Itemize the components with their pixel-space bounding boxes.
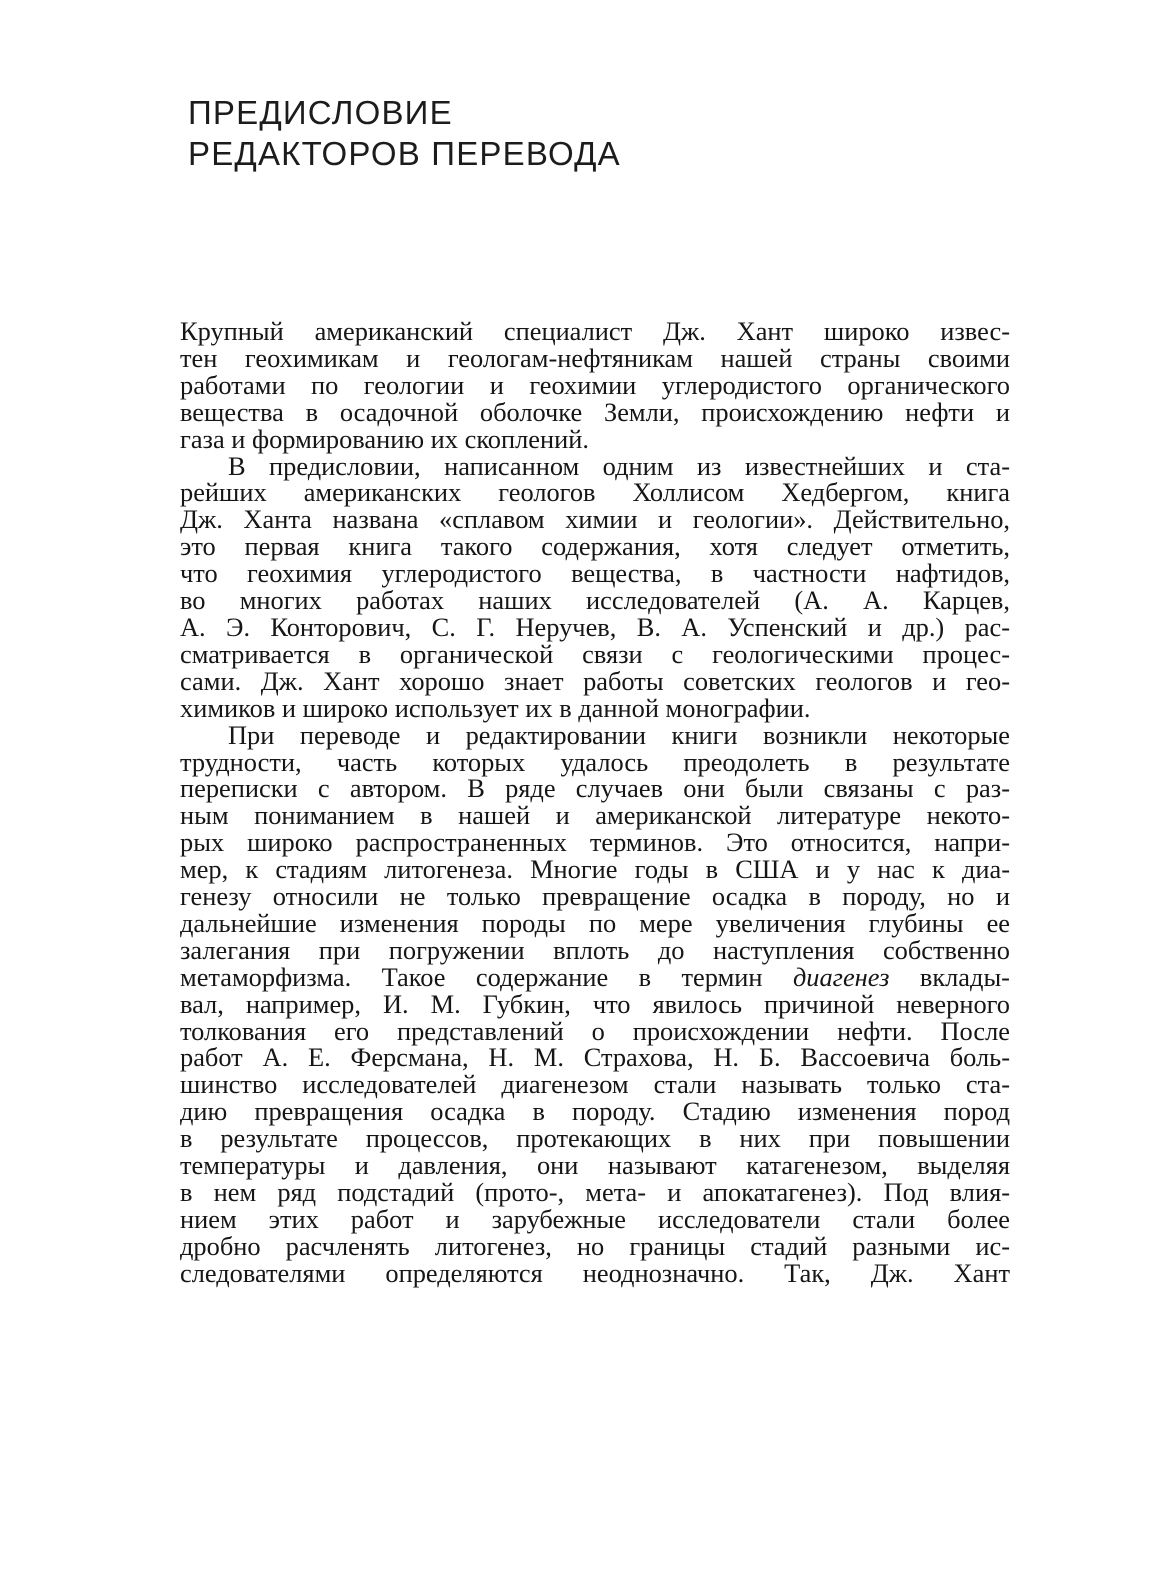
text-line: толкования его представлений о происхождении нефти. После <box>180 1015 1010 1046</box>
text-line: следователями определяются неоднозначно. Так, Дж. Хант <box>180 1257 1010 1288</box>
body-text <box>180 318 1010 1287</box>
text-line: в результате процессов, протекающих в них при повышении <box>180 1123 1010 1154</box>
text-line: в нем ряд подстадий (прото-, мета- и апокатагенез). Под влия- <box>180 1177 1010 1207</box>
text-line: рых широко распространенных терминов. Это относится, напри- <box>180 827 1010 858</box>
text-line: тен геохимикам и геологам-нефтяникам нашей страны своими <box>180 342 1010 373</box>
text-line: рейших американских геологов Холлисом Хедбергом, книга <box>180 477 1010 508</box>
text-line: залегания при погружении вплоть до наступления собственно <box>180 934 1010 965</box>
text-line: При переводе и редактировании книги возникли некоторые <box>228 719 1010 750</box>
text-line: генезу относили не только превращение осадка в породу, но и <box>180 881 1010 912</box>
paragraph-2 <box>180 450 1010 723</box>
title-line-1: ПРЕДИСЛОВИЕ <box>188 94 453 131</box>
text-line: нием этих работ и зарубежные исследователи стали более <box>180 1203 1010 1234</box>
text-line: сами. Дж. Хант хорошо знает работы советских геологов и гео- <box>180 665 1010 696</box>
text-line: переписки с автором. В ряде случаев они были связаны с раз- <box>180 773 1010 804</box>
paragraph-1 <box>180 318 1010 453</box>
text-line: газа и формированию их скоплений. <box>180 423 589 454</box>
page-title <box>188 92 788 174</box>
text-line: Крупный американский специалист Дж. Хант широко извес- <box>180 316 1010 346</box>
text-line: температуры и давления, они называют катагенезом, выделяя <box>180 1150 1010 1181</box>
text-line: дию превращения осадка в породу. Стадию изменения пород <box>180 1096 1010 1127</box>
text-line: В предисловии, написанном одним из известнейших и ста- <box>228 450 1010 481</box>
text-line: химиков и широко использует их в данной монографии. <box>180 692 811 723</box>
text-line: вал, например, И. М. Губкин, что явилось причиной неверного <box>180 988 1010 1019</box>
italic-term: диагенез <box>792 961 890 992</box>
text-line: дальнейшие изменения породы по мере увеличения глубины ее <box>180 907 1010 938</box>
text-line: ным пониманием в нашей и американской литературе некото- <box>180 800 1010 831</box>
text-line: мер, к стадиям литогенеза. Многие годы в США и у нас к диа- <box>180 854 1010 885</box>
text-line: дробно расчленять литогенез, но границы стадий разными ис- <box>180 1230 1010 1261</box>
text-line: шинство исследователей диагенезом стали называть только ста- <box>180 1069 1010 1100</box>
text-line: это первая книга такого содержания, хотя следует отметить, <box>180 531 1010 562</box>
text-line: Дж. Ханта названа «сплавом химии и геологии». Действительно, <box>180 504 1010 535</box>
text-line: сматривается в органической связи с геологическими процес- <box>180 638 1010 669</box>
title-line-2: РЕДАКТОРОВ ПЕРЕВОДА <box>188 135 621 172</box>
text-line-with-italic <box>180 961 1010 992</box>
text-line: трудности, часть которых удалось преодолеть в результате <box>180 746 1010 777</box>
text-line: вещества в осадочной оболочке Земли, происхождению нефти и <box>180 396 1010 427</box>
text-segment: вклады- <box>919 961 1010 992</box>
paragraph-3 <box>180 719 1010 1288</box>
text-line: работ А. Е. Ферсмана, Н. М. Страхова, Н. Б. Вассоевича боль- <box>180 1042 1010 1073</box>
text-line: работами по геологии и геохимии углеродистого органического <box>180 369 1010 400</box>
text-line: во многих работах наших исследователей (А. А. Карцев, <box>180 585 1010 616</box>
text-segment: метаморфизма. Такое содержание в термин <box>180 961 763 992</box>
text-line: А. Э. Конторович, С. Г. Неручев, В. А. Успенский и др.) рас- <box>180 611 1010 642</box>
text-line: что геохимия углеродистого вещества, в частности нафтидов, <box>180 558 1010 589</box>
